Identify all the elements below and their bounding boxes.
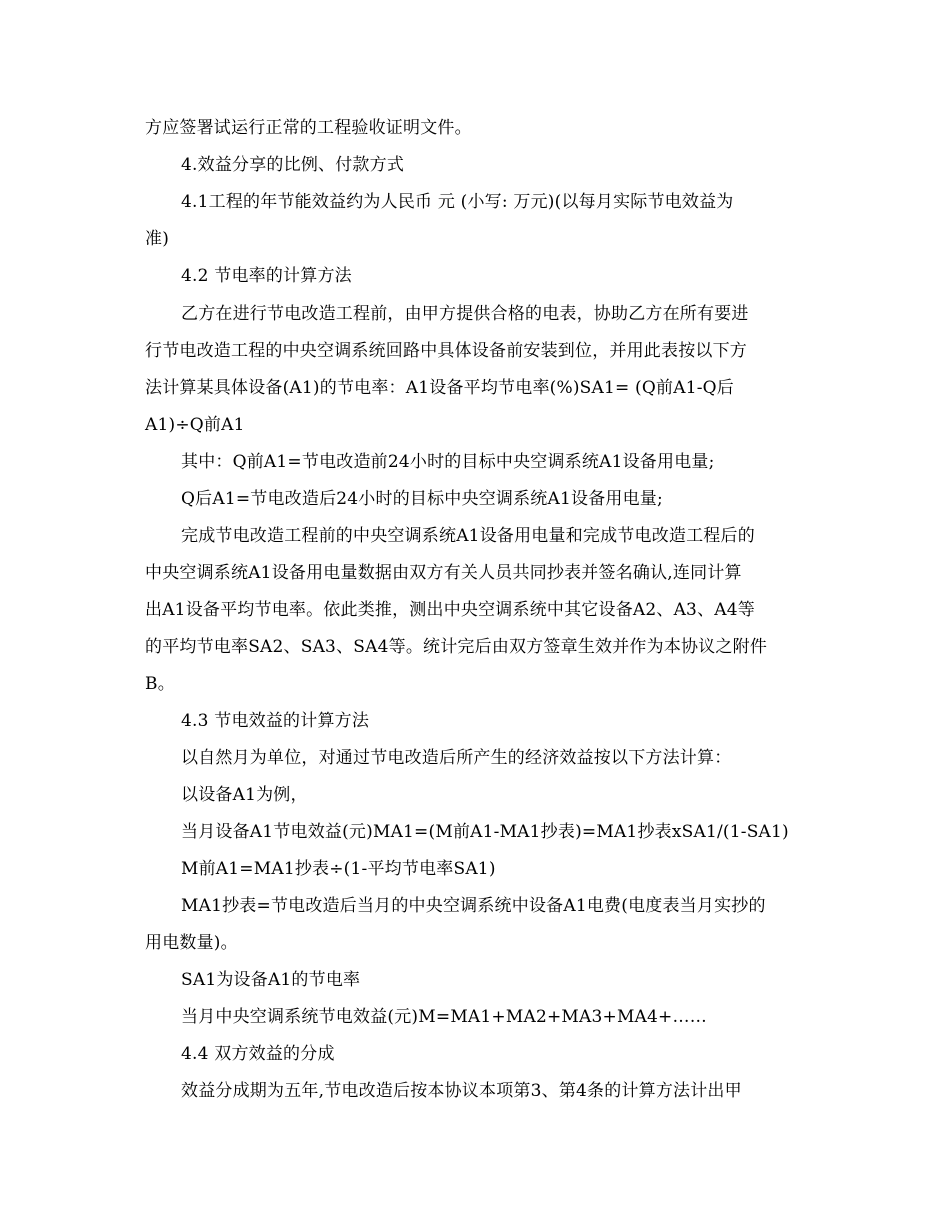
- text-line: A1)÷Q前A1: [145, 415, 245, 435]
- text-line: 出A1设备平均节电率。依此类推，测出中央空调系统中其它设备A2、A3、A4等: [145, 600, 755, 620]
- text-line: 中央空调系统A1设备用电量数据由双方有关人员共同抄表并签名确认,连同计算: [145, 563, 742, 583]
- formula-line: M前A1=MA1抄表÷(1-平均节电率SA1): [181, 859, 496, 879]
- text-line: 准): [145, 229, 170, 249]
- text-line: 效益分成期为五年,节电改造后按本协议本项第3、第4条的计算方法计出甲: [181, 1081, 742, 1101]
- text-line: Q后A1=节电改造后24小时的目标中央空调系统A1设备用电量;: [181, 489, 663, 509]
- text-line: 的平均节电率SA2、SA3、SA4等。统计完后由双方签章生效并作为本协议之附件: [145, 637, 768, 657]
- section-heading: 4.2 节电率的计算方法: [181, 266, 352, 286]
- section-heading: 4.3 节电效益的计算方法: [181, 711, 370, 731]
- text-line: 以自然月为单位，对通过节电改造后所产生的经济效益按以下方法计算：: [181, 748, 732, 768]
- section-heading: 4.效益分享的比例、付款方式: [181, 155, 405, 175]
- text-line: SA1为设备A1的节电率: [181, 970, 361, 990]
- formula-line: 当月设备A1节电效益(元)MA1=(M前A1-MA1抄表)=MA1抄表xSA1/(1-SA1): [181, 822, 789, 842]
- text-line: 以设备A1为例，: [181, 785, 308, 805]
- text-line: 行节电改造工程的中央空调系统回路中具体设备前安装到位，并用此表按以下方: [145, 341, 747, 361]
- text-line: 4.1工程的年节能效益约为人民币 元 (小写: 万元)(以每月实际节电效益为: [181, 192, 734, 212]
- formula-line: 当月中央空调系统节电效益(元)M=MA1+MA2+MA3+MA4+……: [181, 1007, 707, 1027]
- text-line: 完成节电改造工程前的中央空调系统A1设备用电量和完成节电改造工程后的: [181, 526, 755, 546]
- text-line: B。: [145, 674, 175, 694]
- text-line: 其中：Q前A1=节电改造前24小时的目标中央空调系统A1设备用电量;: [181, 452, 715, 472]
- section-heading: 4.4 双方效益的分成: [181, 1044, 335, 1064]
- text-line: 乙方在进行节电改造工程前，由甲方提供合格的电表，协助乙方在所有要进: [181, 304, 749, 324]
- text-line: 用电数量)。: [145, 933, 238, 953]
- text-line: 法计算某具体设备(A1)的节电率：A1设备平均节电率(%)SA1= (Q前A1-Q后: [145, 378, 734, 398]
- text-line: MA1抄表=节电改造后当月的中央空调系统中设备A1电费(电度表当月实抄的: [181, 896, 766, 916]
- text-line: 方应签署试运行正常的工程验收证明文件。: [145, 118, 472, 138]
